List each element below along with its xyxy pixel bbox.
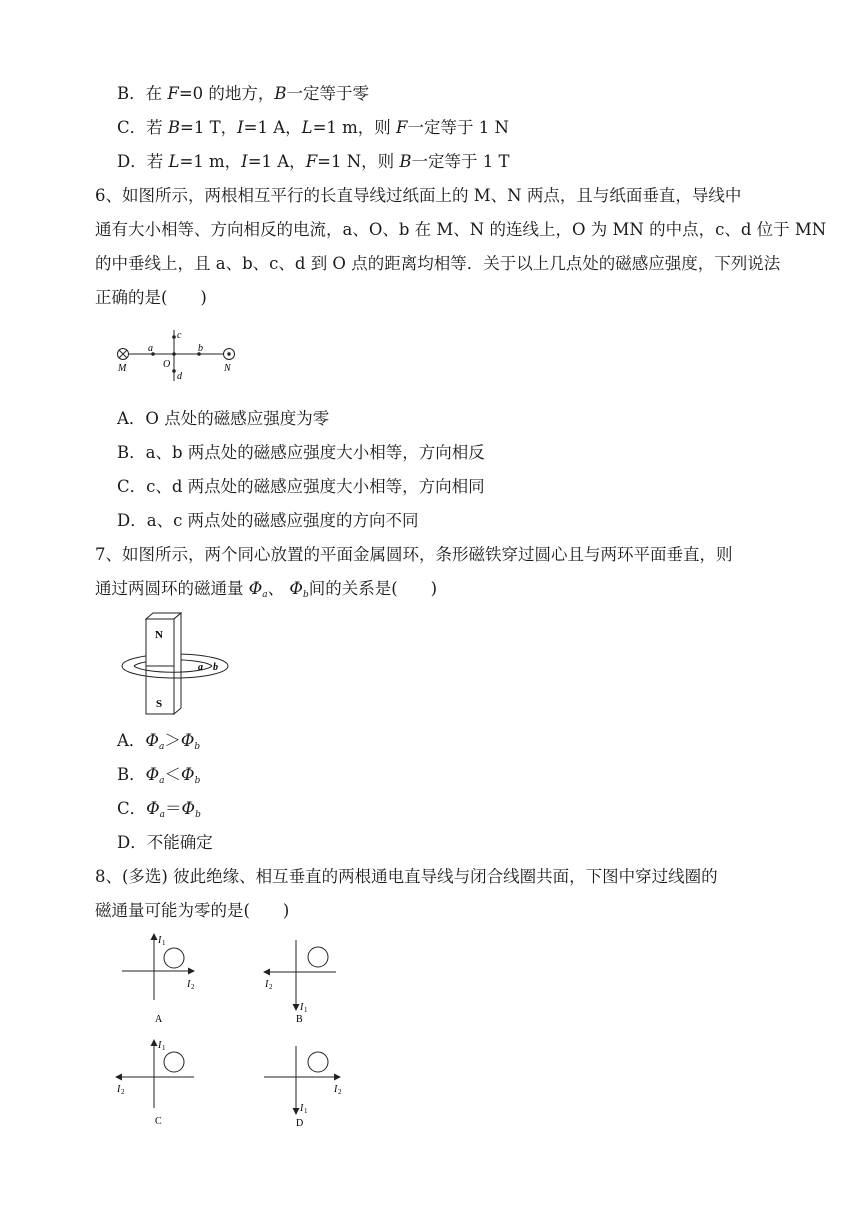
diagram-d — [264, 1046, 342, 1129]
svg-text:2: 2 — [191, 983, 195, 991]
q6-stem-line-2: 通有大小相等、方向相反的电流，a、O、b 在 M、N 的连线上，O 为 MN 的中点，c、d 位于 MN — [95, 220, 827, 239]
diagram-a-label: A — [155, 1014, 163, 1025]
q6-option-a: A．O 点处的磁感应强度为零 — [117, 409, 330, 428]
q6-option-c: C．c、d 两点处的磁感应强度大小相等，方向相同 — [117, 477, 485, 496]
fig6-label-o: O — [163, 359, 171, 370]
fig6-label-m: M — [118, 363, 127, 374]
q7-option-d: D．不能确定 — [117, 833, 213, 852]
svg-text:I: I — [334, 1084, 338, 1095]
diagram-d-label: D — [296, 1118, 304, 1129]
svg-text:I: I — [265, 979, 269, 990]
q8-stem-line-1: 8、(多选) 彼此绝缘、相互垂直的两根通电直导线与闭合线圈共面，下图中穿过线圈的 — [95, 867, 718, 886]
svg-text:1: 1 — [304, 1006, 308, 1014]
q8-figure-wire-loop-diagrams — [108, 930, 358, 1130]
q6-stem-line-3: 的中垂线上，且 a、b、c、d 到 O 点的距离均相等．关于以上几点处的磁感应强度，下列说法 — [95, 254, 781, 273]
svg-text:I: I — [117, 1084, 121, 1095]
fig7-label-a: a — [198, 662, 203, 673]
q7-stem-line-2: 通过两圆环的磁通量 $\Phi_a$、 $\Phi_b$间的关系是( ) — [95, 579, 438, 600]
fig7-label-b: b — [213, 662, 218, 673]
diagram-c-label: C — [155, 1116, 162, 1127]
q7-option-a: A．$\Phi_a>\Phi_b$ — [117, 731, 201, 752]
fig6-label-n: N — [224, 363, 231, 374]
diagram-a — [122, 934, 195, 1025]
wire-m-into-page-icon — [118, 349, 129, 360]
fig6-label-a: a — [148, 343, 153, 354]
q6-figure-parallel-wires — [112, 326, 242, 384]
fig6-label-d: d — [177, 371, 182, 382]
svg-text:2: 2 — [338, 1088, 342, 1096]
q7-stem-line-1: 7、如图所示，两个同心放置的平面金属圆环，条形磁铁穿过圆心且与两环平面垂直，则 — [95, 545, 733, 564]
fig6-label-b: b — [198, 343, 203, 354]
q7-figure-magnet-rings — [112, 610, 232, 720]
svg-text:2: 2 — [121, 1088, 125, 1096]
svg-text:I: I — [158, 1040, 162, 1051]
diagram-b-label: B — [296, 1014, 303, 1025]
fig7-label-n: N — [155, 629, 163, 641]
q5-option-b: B．在 F=0 的地方，B一定等于零 — [117, 84, 370, 103]
q7-option-c: C．$\Phi_a=\Phi_b$ — [117, 799, 201, 820]
svg-text:I: I — [187, 979, 191, 990]
q5-option-c: C．若 B=1 T，I=1 A，L=1 m，则 F一定等于 1 N — [117, 118, 509, 137]
q6-stem-line-4: 正确的是( ) — [95, 288, 207, 307]
q5-option-d: D．若 L=1 m，I=1 A，F=1 N，则 B一定等于 1 T — [117, 152, 510, 171]
svg-text:1: 1 — [304, 1107, 308, 1115]
q6-option-d: D．a、c 两点处的磁感应强度的方向不同 — [117, 511, 419, 530]
q6-option-b: B．a、b 两点处的磁感应强度大小相等，方向相反 — [117, 443, 485, 462]
diagram-b — [264, 940, 336, 1025]
fig6-label-c: c — [177, 330, 182, 341]
q8-stem-line-2: 磁通量可能为零的是( ) — [95, 901, 290, 920]
svg-text:2: 2 — [269, 983, 273, 991]
svg-text:1: 1 — [162, 1044, 166, 1052]
svg-text:I: I — [300, 1002, 304, 1013]
q7-option-b: B．$\Phi_a<\Phi_b$ — [117, 765, 201, 786]
fig7-label-s: S — [156, 698, 163, 710]
svg-text:I: I — [300, 1103, 304, 1114]
q6-stem-line-1: 6、如图所示，两根相互平行的长直导线过纸面上的 M、N 两点，且与纸面垂直，导线中 — [95, 186, 742, 205]
diagram-c — [116, 1040, 194, 1127]
svg-text:I: I — [158, 935, 162, 946]
svg-text:1: 1 — [162, 939, 166, 947]
wire-n-out-of-page-icon — [224, 349, 235, 360]
